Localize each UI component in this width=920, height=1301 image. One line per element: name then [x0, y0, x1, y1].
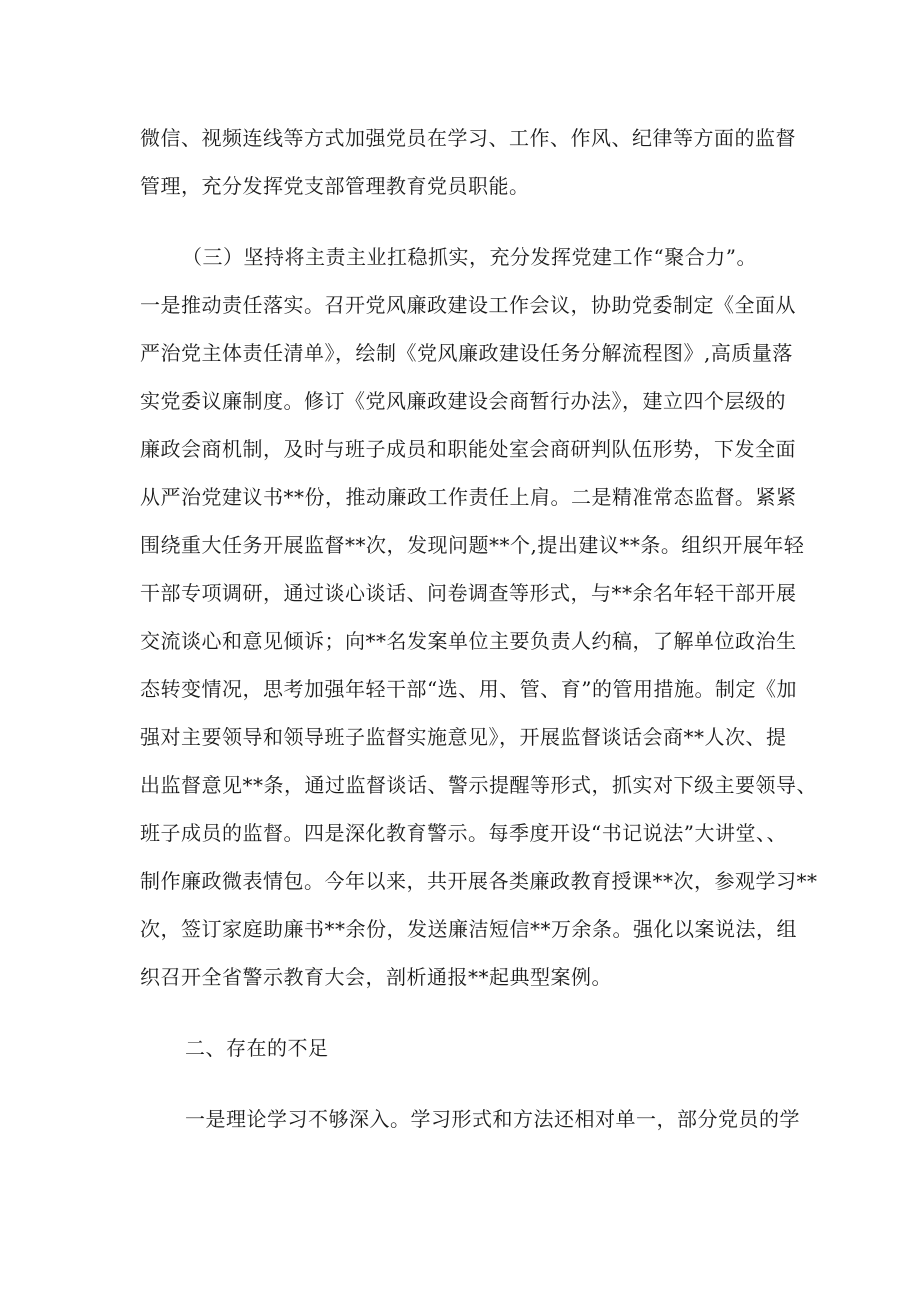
paragraph-line: 一是推动责任落实。召开党风廉政建设工作会议，协助党委制定《全面从	[140, 293, 796, 317]
section-title: 二、存在的不足	[185, 1036, 329, 1060]
paragraph-line: 交流谈心和意见倾诉；向**名发案单位主要负责人约稿，了解单位政治生	[140, 629, 797, 653]
paragraph-line: 从严治党建议书**份，推动廉政工作责任上肩。二是精准常态监督。紧紧	[140, 485, 797, 509]
paragraph-line: 干部专项调研，通过谈心谈话、问卷调查等形式，与**余名年轻干部开展	[140, 581, 797, 605]
paragraph-line: 廉政会商机制，及时与班子成员和职能处室会商研判队伍形势，下发全面	[140, 437, 796, 461]
paragraph-line: 出监督意见**条，通过监督谈话、警示提醒等形式，抓实对下级主要领导、	[140, 773, 817, 797]
paragraph-line: 实党委议廉制度。修订《党风廉政建设会商暂行办法》，建立四个层级的	[140, 389, 786, 413]
paragraph-line: 管理，充分发挥党支部管理教育党员职能。	[140, 174, 530, 198]
section-heading: （三）坚持将主责主业扛稳抓实，充分发挥党建工作“聚合力”。	[182, 245, 757, 269]
paragraph-line: 一是理论学习不够深入。学习形式和方法还相对单一，部分党员的学	[185, 1107, 800, 1131]
paragraph-line: 织召开全省警示教育大会，剖析通报**起典型案例。	[140, 965, 612, 989]
paragraph-line: 班子成员的监督。四是深化教育警示。每季度开设“书记说法”大讲堂、、	[140, 821, 787, 845]
paragraph-line: 微信、视频连线等方式加强党员在学习、工作、作风、纪律等方面的监督	[140, 126, 796, 150]
paragraph-line: 严治党主体责任清单》，绘制《党风廉政建设任务分解流程图》,高质量落	[140, 341, 793, 365]
paragraph-line: 次，签订家庭助廉书**余份，发送廉洁短信**万余条。强化以案说法，组	[140, 917, 797, 941]
paragraph-line: 强对主要领导和领导班子监督实施意见》，开展监督谈话会商**人次、提	[140, 725, 787, 749]
paragraph-line: 围绕重大任务开展监督**次，发现问题**个,提出建议**条。组织开展年轻	[140, 533, 805, 557]
paragraph-line: 制作廉政微表情包。今年以来，共开展各类廉政教育授课**次，参观学习**	[140, 869, 818, 893]
paragraph-line: 态转变情况，思考加强年轻干部“选、用、管、育”的管用措施。制定《加	[140, 677, 797, 701]
